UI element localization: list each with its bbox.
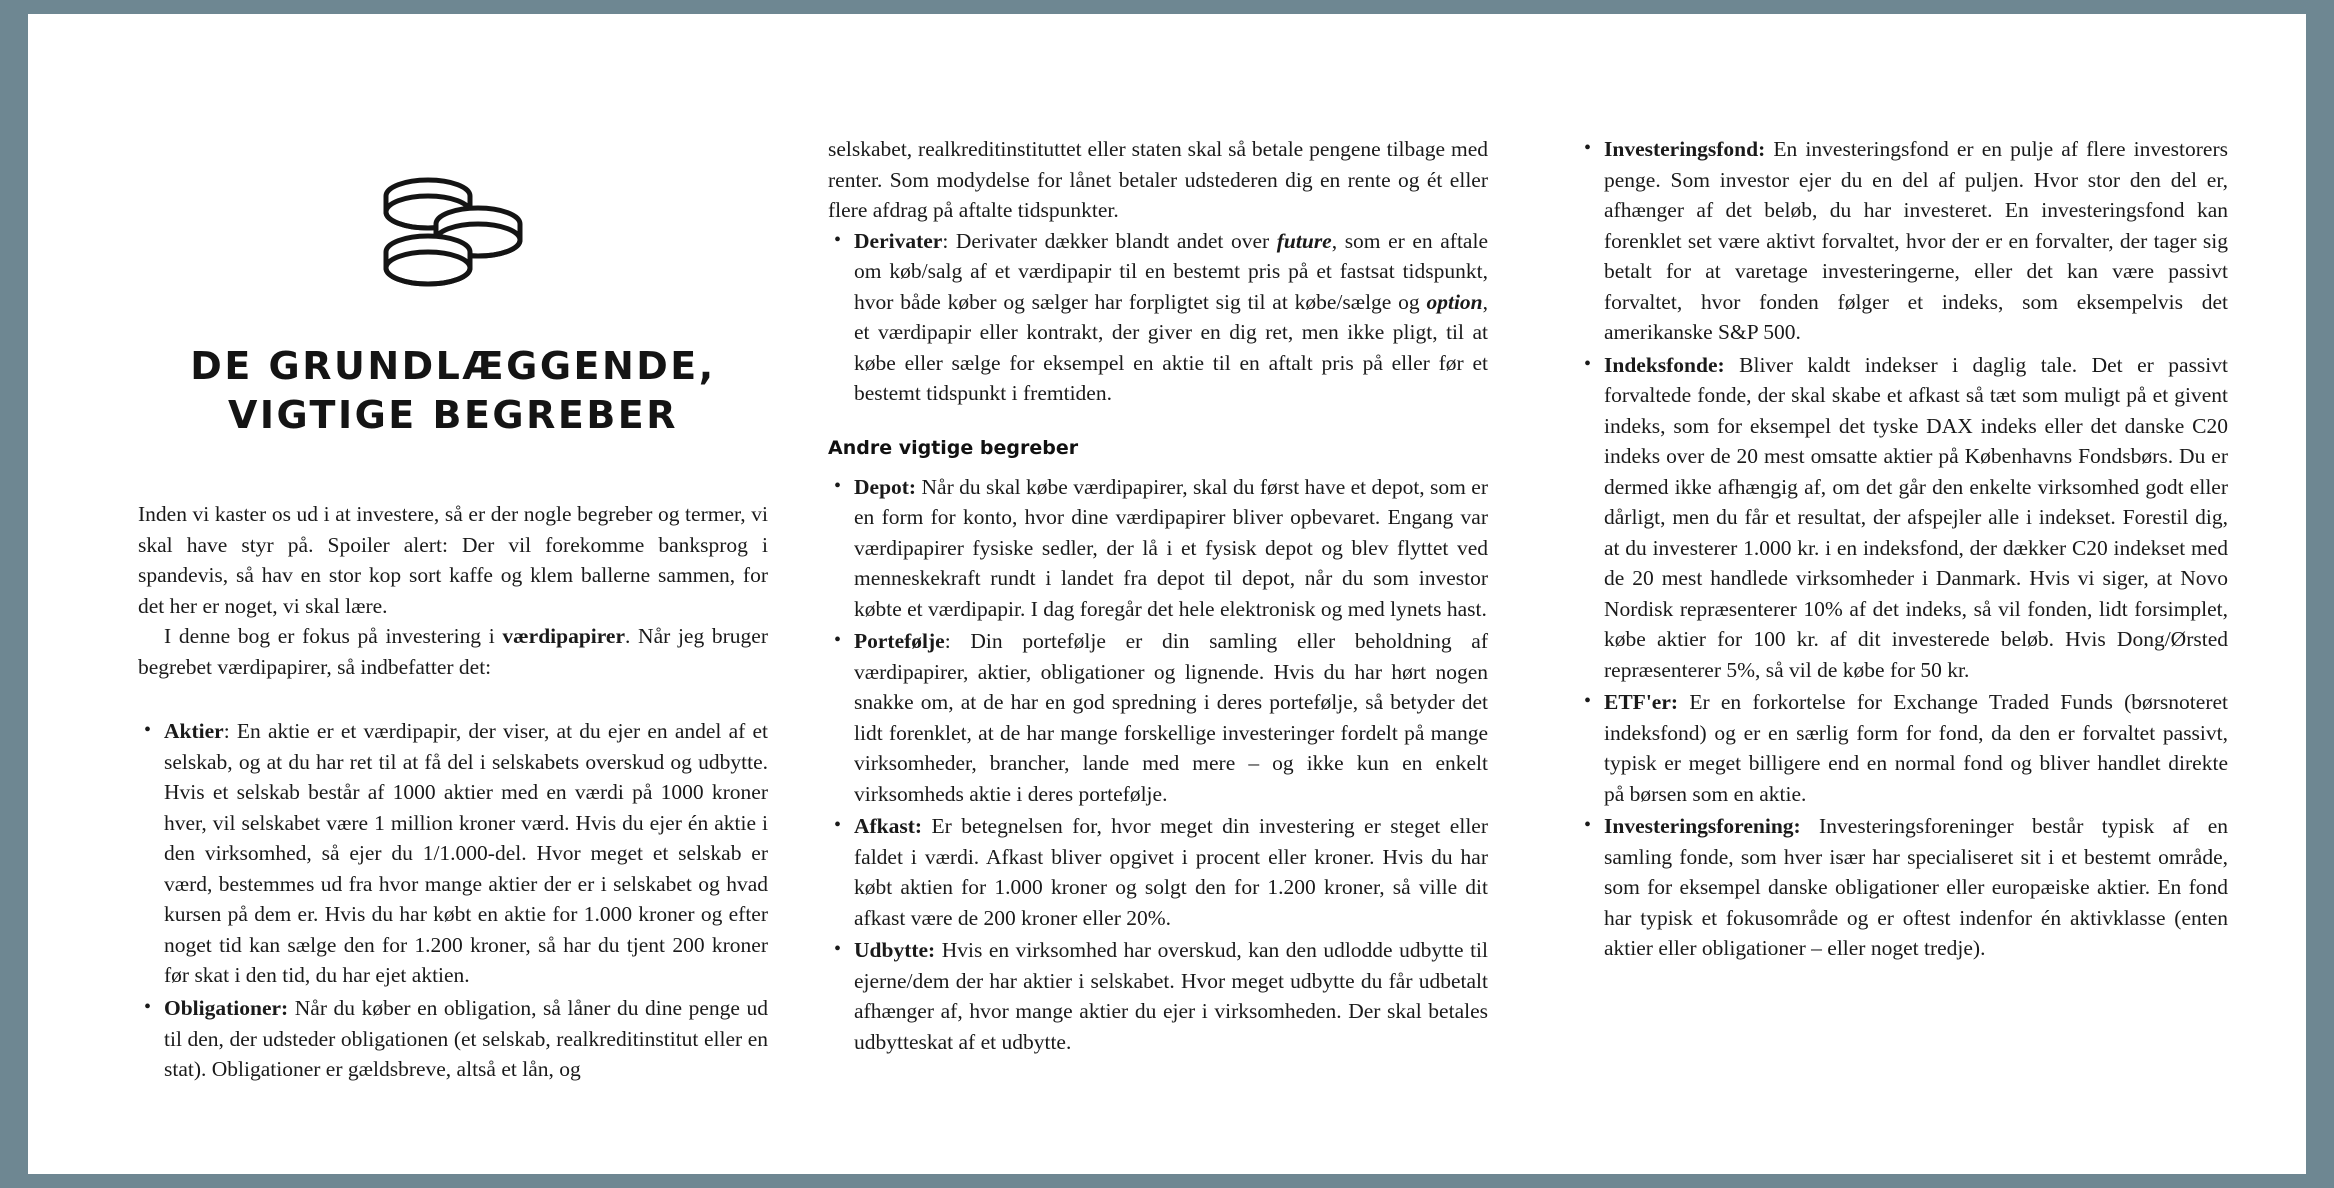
- term-udbytte-text: Hvis en virksomhed har overskud, kan den udlodde udbytte til ejerne/dem der har aktier i selskabet. Hvor meget udbytte du får udbetalt afhænger af, hvor mange aktier du ejer i virksomheden. Der skal betales udbytteskat af et udbytte.: [854, 938, 1488, 1054]
- list-item: [828, 811, 1488, 933]
- term-aktier-text: : En aktie er et værdipapir, der viser, at du ejer en andel af et selskab, og at du har ret til at få del i selskabets overskud og udbytte. Hvis et selskab består af 1000 aktier med en værdi på 1000 kroner hver, vil selskabet være 1 million kroner værd. Hvis du ejer én aktie i den virksomhed, så ejer du 1/1.000-del. Hvor meget et selskab er værd, bestemmes ud fra hvor mange aktier der er i selskabet og hvad kursen på dem er. Hvis du har købt en aktie for 1.000 kroner og efter noget tid kan sælge den for 1.200 kroner, så har du tjent 200 kroner før skat i den tid, du har ejet aktien.: [164, 719, 768, 988]
- list-item: [828, 226, 1488, 409]
- term-depot-text: Når du skal købe værdipapirer, skal du først have et depot, som er en form for konto, hvor dine værdipapirer bliver opbevaret. Engang var værdipapirer fysiske sedler, der lå i et fysisk depot og blev flyttet ved menneskekraft rundt i landet fra depot til depot, når du som investor købte et værdipapir. I dag foregår det hele elektronisk og med lynets hast.: [854, 474, 1488, 621]
- derivater-list: [828, 226, 1488, 409]
- term-investeringsfond: Investeringsfond:: [1604, 137, 1766, 161]
- column-right: [1528, 84, 2228, 1114]
- term-investeringsfond-text: En investeringsfond er en pulje af flere investorers penge. Som investor ejer du en del af puljen. Hvor stor den del er, afhænger af det beløb, du har investeret. En investeringsfond kan forenklet set være aktivt forvaltet, hvor der er en forvalter, der tager sig betalt for at varetage investeringerne, eller det kan være passivt forvaltet, hvor fonden følger et indeks, som eksempelvis det amerikanske S&P 500.: [1604, 137, 2228, 345]
- obligationer-continuation: selskabet, realkreditinstituttet eller staten skal så betale pengene tilbage med renter. Som modydelse for lånet betaler udstederen dig en rente og ét eller flere afdrag på aftalte tidspunkter.: [828, 137, 1488, 223]
- right-bullet-list: [1578, 134, 2228, 964]
- document-page: [28, 14, 2306, 1174]
- term-etfer-text: Er en forkortelse for Exchange Traded Funds (børsnoteret indeksfond) og er en særlig form for fond, da den er forvaltet passivt, typisk er meget billigere end en normal fond og bliver handlet direkte på børsen som en aktie.: [1604, 690, 2228, 806]
- intro-p2-part1: I denne bog er fokus på investering i: [164, 624, 503, 649]
- list-item: [138, 993, 768, 1085]
- term-depot: Depot:: [854, 474, 917, 499]
- term-aktier: Aktier: [164, 719, 224, 744]
- list-item: [1578, 350, 2228, 686]
- list-item: [828, 626, 1488, 809]
- right-body-text: [1578, 134, 2228, 964]
- term-udbytte: Udbytte:: [854, 938, 936, 963]
- term-portefoelje-text: : Din portefølje er din samling eller beholdning af værdipapirer, aktier, obligationer og lignende. Hvis du har hørt nogen snakke om, at de har en god spredning i deres portefølje, så betyder det lidt forenklet, at de har mange forskellige investeringer fordelt på mange virksomheder, brancher, lande med mere – og ikke kun en enkelt virksomheds aktie i deres portefølje.: [854, 629, 1488, 806]
- stacked-coins-icon: [138, 174, 768, 304]
- column-left: [88, 84, 828, 1114]
- chapter-title-line-2: VIGTIGE BEGREBER: [227, 392, 679, 437]
- term-portefoelje: Portefølje: [854, 629, 945, 654]
- column-middle: [828, 84, 1528, 1114]
- left-bullet-list: [138, 716, 768, 1084]
- term-indeksfonde-text: Bliver kaldt indekser i daglig tale. Det er passivt forvaltede fonde, der skal skabe et afkast så tæt som muligt på et givent indeks, som for eksempel det tyske DAX indeks eller det danske C20 indeks over de 20 mest omsatte aktier på Københavns Fondsbørs. Du er dermed ikke afhængig af, om det går den enkelte virksomhed godt eller dårligt, men du får et resultat, der afspejler alle i indekset. Forestil dig, at du investerer 1.000 kr. i en indeksfond, der dækker C20 indekset med de 20 mest handlede virksomheder i Danmark. Hvis vi siger, at Novo Nordisk repræsenterer 10% af det indeks, så vil fonden, lidt forsimplet, købe aktier for 100 kr. af dit investerede beløb. Hvis Dong/Ørsted repræsenterer 5%, så vil de købe for 50 kr.: [1604, 352, 2228, 682]
- term-obligationer-text: Når du køber en obligation, så låner du dine penge ud til den, der udsteder obligationen (et selskab, realkreditinstitut eller en stat). Obligationer er gældsbreve, altså et lån, og: [164, 995, 768, 1082]
- intro-p2-part2: . Når jeg bruger begrebet værdipapirer, så indbefatter det:: [138, 624, 769, 679]
- list-item: [828, 935, 1488, 1057]
- derivater-part1: : Derivater dækker blandt andet over: [942, 228, 1277, 253]
- term-afkast: Afkast:: [854, 814, 923, 839]
- section-subheading: Andre vigtige begreber: [828, 436, 1079, 459]
- derivater-part2: , som er en aftale om køb/salg af et værdipapir til en bestemt pris på et fastsat tidspunkt, hvor både køber og sælger har forpligtet sig til at købe/sælge og: [854, 228, 1488, 314]
- intro-paragraph-1: Inden vi kaster os ud i at investere, så er der nogle begreber og termer, vi skal have styr på. Spoiler alert: Der vil forekomme banksprog i spandevis, så hav en stor kop sort kaffe og klem ballerne sammen, for det her er noget, vi skal lære.: [138, 502, 768, 618]
- derivater-emph-future: future: [1276, 228, 1332, 253]
- term-investeringsforening-text: Investeringsforeninger består typisk af en samling fonde, som hver især har specialiseret sit i et bestemt område, som for eksempel danske obligationer eller europæiske aktier. En fond har typisk et fokusområde og er oftest indenfor én aktivklasse (enten aktier eller obligationer – eller noget tredje).: [1604, 814, 2228, 961]
- derivater-part3: , et værdipapir eller kontrakt, der giver en dig ret, men ikke pligt, til at købe eller sælge for eksempel en aktie til en aftalt pris på eller før et bestemt tidspunkt i fremtiden.: [854, 289, 1488, 406]
- term-etfer: ETF'er:: [1604, 690, 1679, 715]
- term-afkast-text: Er betegnelsen for, hvor meget din investering er steget eller faldet i værdi. Afkast bliver opgivet i procent eller kroner. Hvis du har købt aktien for 1.000 kroner og solgt den for 1.200 kroner, så ville dit afkast være de 200 kroner eller 20%.: [854, 814, 1488, 930]
- chapter-title-line-1: DE GRUNDLÆGGENDE,: [190, 344, 716, 388]
- page-columns: [28, 14, 2306, 1174]
- list-item: [828, 472, 1488, 625]
- term-derivater: Derivater: [854, 228, 943, 253]
- left-body-text: [138, 499, 768, 1084]
- list-item: [1578, 811, 2228, 964]
- intro-p2-bold: værdipapirer: [502, 624, 626, 649]
- page-title: [138, 342, 768, 439]
- term-investeringsforening: Investeringsforening:: [1604, 814, 1801, 839]
- derivater-emph-option: option: [1426, 289, 1483, 314]
- middle-bullet-list: [828, 472, 1488, 1058]
- list-item: [1578, 134, 2228, 348]
- intro-paragraph-2: [138, 621, 768, 682]
- middle-body-text: [828, 134, 1488, 1057]
- term-obligationer: Obligationer:: [164, 995, 289, 1020]
- list-item: [138, 716, 768, 991]
- term-indeksfonde: Indeksfonde:: [1604, 352, 1725, 377]
- list-item: [1578, 687, 2228, 809]
